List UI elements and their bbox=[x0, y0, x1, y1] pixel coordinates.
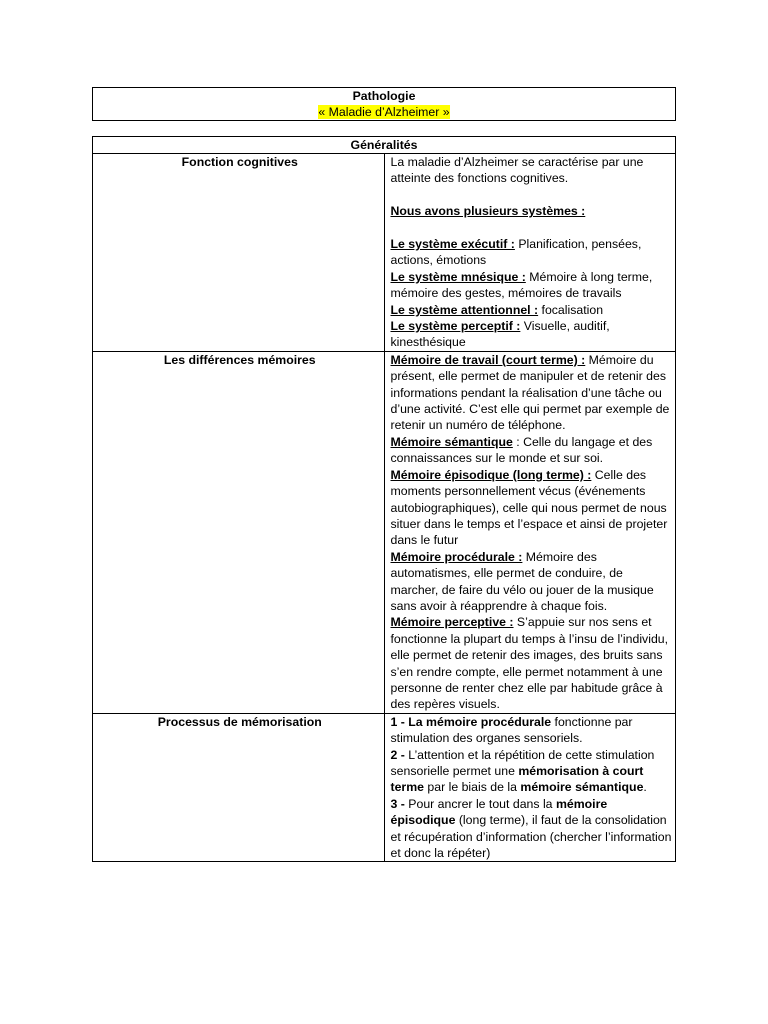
list-item: Mémoire sémantique : Celle du langage et des connaissances sur le monde et sur soi. bbox=[390, 434, 653, 466]
list-item: 2 - L’attention et la répétition de cette stimulation sensorielle permet une mémorisation à court terme par le biais de la mémoire sémantique. bbox=[390, 747, 655, 795]
intro-text: La maladie d’Alzheimer se caractérise par une atteinte des fonctions cognitives. bbox=[390, 155, 644, 186]
list-item: Le système attentionnel : focalisation bbox=[390, 302, 604, 317]
list-item: Mémoire de travail (court terme) : Mémoire du présent, elle permet de manipuler et de retenir des informations pendant la réalisation d’une tâche ou d’une activité. C’est elle qui permet par exemple de retenir un numéro de téléphone. bbox=[390, 352, 670, 433]
generalities-table bbox=[92, 136, 676, 862]
list-item: Le système mnésique : Mémoire à long terme, mémoire des gestes, mémoires de travails bbox=[390, 269, 653, 301]
list-item: Le système perceptif : Visuelle, auditif, kinesthésique bbox=[390, 319, 610, 350]
table-row bbox=[93, 713, 676, 862]
table-row bbox=[93, 351, 676, 713]
row-content bbox=[384, 154, 676, 352]
table-row bbox=[93, 154, 676, 352]
document-title: Pathologie bbox=[352, 89, 416, 103]
row-label: Fonction cognitives bbox=[93, 154, 385, 352]
list-item: Mémoire perceptive : S’appuie sur nos sens et fonctionne la plupart du temps à l’insu de l’individu, elle permet de retenir des images, des bruits sans s’en rendre compte, elle permet notamment à une personne de renter chez elle par habitude grâce à des repères visuels. bbox=[390, 615, 669, 712]
row-label: Les différences mémoires bbox=[93, 351, 385, 713]
title-box bbox=[92, 87, 676, 121]
row-label: Processus de mémorisation bbox=[93, 713, 385, 862]
list-item: Mémoire épisodique (long terme) : Celle des moments personnellement vécus (événements autobiographiques), celle qui nous permet de nous situer dans le temps et l’espace et ainsi de projeter dans le futur bbox=[390, 467, 668, 548]
list-item: Mémoire procédurale : Mémoire des automatismes, elle permet de conduire, de marcher, de faire du vélo ou jouer de la musique sans avoir à réapprendre à chaque fois. bbox=[390, 549, 654, 613]
row-content bbox=[384, 351, 676, 713]
list-item: Le système exécutif : Planification, pensées, actions, émotions bbox=[390, 237, 642, 268]
systems-title: Nous avons plusieurs systèmes : bbox=[390, 204, 586, 219]
list-item: 3 - Pour ancrer le tout dans la mémoire épisodique (long terme), il faut de la consolidation et récupération d’information (chercher l’information et donc la répéter) bbox=[390, 796, 672, 861]
document-subtitle: « Maladie d’Alzheimer » bbox=[318, 105, 450, 119]
list-item: 1 - La mémoire procédurale fonctionne par stimulation des organes sensoriels. bbox=[390, 714, 633, 746]
table-heading: Généralités bbox=[93, 137, 676, 154]
row-content bbox=[384, 713, 676, 862]
